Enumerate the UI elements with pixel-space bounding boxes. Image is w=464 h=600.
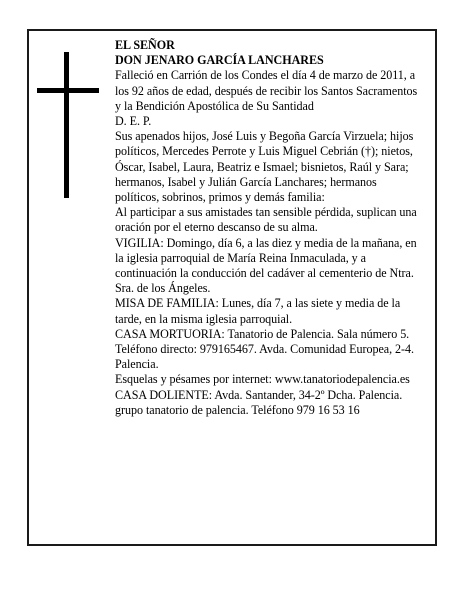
deceased-name: DON JENARO GARCÍA LANCHARES xyxy=(115,53,324,68)
family-home-info: CASA DOLIENTE: Avda. Santander, 34-2º Dcha. Palencia. xyxy=(115,387,403,402)
funeral-group-phone: grupo tanatorio de palencia. Teléfono 979 16 53 16 xyxy=(115,402,360,417)
cross-icon xyxy=(37,52,99,198)
vigil-info: VIGILIA: Domingo, día 6, a las diez y media de la mañana, en la iglesia parroquial de María Reina Inmaculada, y a continuación la conducción del cadáver al cementerio de Ntra. Sra. de los Ángeles. xyxy=(115,235,417,296)
internet-condolences: Esquelas y pésames por internet: www.tanatoriodepalencia.es xyxy=(115,372,410,387)
family-list: Sus apenados hijos, José Luis y Begoña García Virzuela; hijos políticos, Mercedes Perrote y Luis Miguel Cebrián (†); nietos, Óscar, Isabel, Laura, Beatriz e Ismael; bisnietos, Raúl y Sara; hermanos, Isabel y Julián García Lanchares; hermanos políticos, sobrinos, primos y demás familia: xyxy=(115,129,414,205)
prayer-request: Al participar a sus amistades tan sensible pérdida, suplican una oración por el eterno descanso de su alma. xyxy=(115,205,417,235)
funeral-home-info: CASA MORTUORIA: Tanatorio de Palencia. Sala número 5. Teléfono directo: 979165467. Avda. Comunidad Europea, 2-4. Palencia. xyxy=(115,326,414,372)
death-notice: Falleció en Carrión de los Condes el día 4 de marzo de 2011, a los 92 años de edad, después de recibir los Santos Sacramentos y la Bendición Apostólica de Su Santidad xyxy=(115,68,418,113)
heading-title: EL SEÑOR xyxy=(115,38,175,52)
obituary-text xyxy=(115,38,420,418)
dep-line: D. E. P. xyxy=(115,114,152,129)
family-mass-info: MISA DE FAMILIA: Lunes, día 7, a las siete y media de la tarde, en la misma iglesia parroquial. xyxy=(115,296,401,326)
